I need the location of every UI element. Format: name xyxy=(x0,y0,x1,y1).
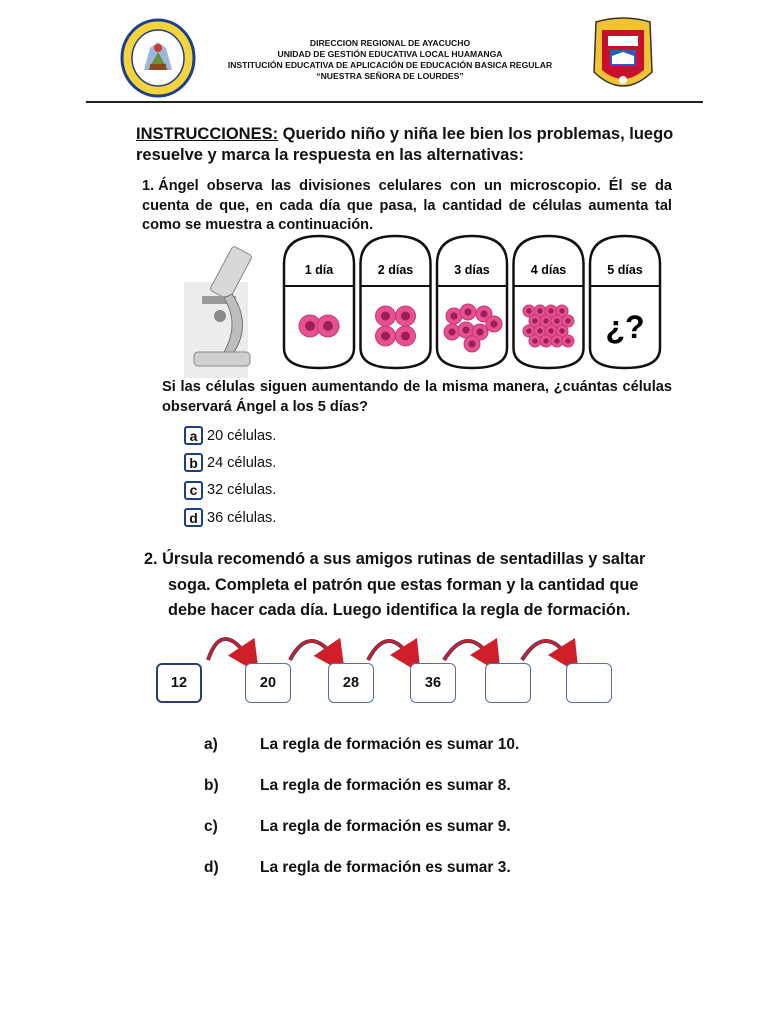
option-letter: b) xyxy=(204,777,219,794)
option-b[interactable] xyxy=(204,777,519,818)
header-line-4: “NUESTRA SEÑORA DE LOURDES” xyxy=(316,71,464,81)
cell-nucleus xyxy=(532,338,537,343)
day-container xyxy=(590,236,660,368)
cell-nucleus xyxy=(305,321,315,331)
question-1-options xyxy=(184,422,276,531)
cell-nucleus xyxy=(543,318,548,323)
option-letter: b xyxy=(184,453,203,472)
day-container xyxy=(437,236,507,368)
pattern-box: 36 xyxy=(410,663,456,703)
header-divider xyxy=(86,101,703,103)
cell-nucleus xyxy=(532,318,537,323)
option-text: La regla de formación es sumar 9. xyxy=(260,818,511,835)
header-line-1: DIRECCION REGIONAL DE AYACUCHO xyxy=(309,38,471,48)
option-letter: d) xyxy=(204,859,219,876)
option-d[interactable] xyxy=(184,504,276,531)
cell-nucleus xyxy=(381,312,390,321)
option-d[interactable] xyxy=(204,859,519,900)
instructions-label: INSTRUCCIONES: xyxy=(136,125,279,143)
option-text: 36 células. xyxy=(207,509,277,526)
pattern-box: 28 xyxy=(328,663,374,703)
header-line-3: INSTITUCIÓN EDUCATIVA DE APLICACIÓN DE EDUCACIÓN BASICA REGULAR xyxy=(227,60,553,70)
day-label: 2 días xyxy=(377,263,414,277)
cell-nucleus xyxy=(448,328,455,335)
cell-nucleus xyxy=(559,328,564,333)
option-text: 24 células. xyxy=(207,454,277,471)
question-2-line-3: debe hacer cada día. Luego identifica la regla de formación. xyxy=(168,601,631,619)
day-label: 4 días xyxy=(530,263,567,277)
regional-education-logo xyxy=(120,18,196,98)
instructions-text: Querido niño y niña lee bien los problemas, luego resuelve y marca la respuesta en las alternativas: xyxy=(136,125,674,164)
unknown-mark: ¿? xyxy=(605,309,645,345)
pattern-blank-box[interactable] xyxy=(485,663,531,703)
cell-nucleus xyxy=(476,328,483,335)
cell-nucleus xyxy=(548,328,553,333)
cell-nucleus xyxy=(450,312,457,319)
cell-nucleus xyxy=(537,328,542,333)
option-a[interactable] xyxy=(184,422,276,449)
cell-nucleus xyxy=(468,340,475,347)
school-crest-logo xyxy=(590,16,656,98)
cell-nucleus xyxy=(401,312,410,321)
day-container xyxy=(361,236,431,368)
microscope-illustration xyxy=(184,246,252,378)
option-b[interactable] xyxy=(184,449,276,476)
question-1-text: Ángel observa las divisiones celulares con un microscopio. Él se da cuenta de que, en cada día que pasa, la cantidad de células aumenta tal como se muestra a continuación. xyxy=(142,178,672,233)
question-1-number: 1. xyxy=(142,178,155,194)
option-text: La regla de formación es sumar 8. xyxy=(260,777,511,794)
day-label: 5 días xyxy=(607,263,643,277)
pattern-box: 12 xyxy=(156,663,202,703)
cell-nucleus xyxy=(526,328,531,333)
option-letter: a) xyxy=(204,736,218,753)
cell-nucleus xyxy=(480,310,487,317)
cell-nucleus xyxy=(559,308,564,313)
question-2-options xyxy=(204,736,519,900)
option-c[interactable] xyxy=(184,477,276,504)
school-header xyxy=(200,38,580,82)
cell-nucleus xyxy=(464,308,471,315)
cell-nucleus xyxy=(554,318,559,323)
option-letter: d xyxy=(184,508,203,527)
option-letter: c) xyxy=(204,818,218,835)
day-label: 3 días xyxy=(454,263,490,277)
header-line-2: UNIDAD DE GESTIÓN EDUCATIVA LOCAL HUAMANGA xyxy=(277,49,503,59)
option-letter: c xyxy=(184,481,203,500)
option-text: La regla de formación es sumar 10. xyxy=(260,736,520,753)
day-container xyxy=(284,236,354,368)
question-1-statement xyxy=(142,177,672,236)
cell-nucleus xyxy=(490,320,497,327)
cell-nucleus xyxy=(565,318,570,323)
question-1-prompt: Si las células siguen aumentando de la misma manera, ¿cuántas células observará Ángel a los 5 días? xyxy=(162,379,672,415)
cell-nucleus xyxy=(401,332,410,341)
cell-nucleus xyxy=(537,308,542,313)
question-2-line-1: 2. Úrsula recomendó a sus amigos rutinas de sentadillas y saltar xyxy=(144,550,646,568)
question-2-statement xyxy=(144,547,704,624)
day-label: 1 día xyxy=(304,263,334,277)
cell-division-figure xyxy=(180,234,668,384)
pattern-blank-box[interactable] xyxy=(566,663,612,703)
instructions xyxy=(136,124,696,166)
cell-nucleus xyxy=(526,308,531,313)
cell-nucleus xyxy=(381,332,390,341)
option-c[interactable] xyxy=(204,818,519,859)
cell-nucleus xyxy=(543,338,548,343)
cell-nucleus xyxy=(462,326,469,333)
option-text: 20 células. xyxy=(207,427,277,444)
question-2-line-2: soga. Completa el patrón que estas forman y la cantidad que xyxy=(168,575,639,594)
option-a[interactable] xyxy=(204,736,519,777)
option-letter: a xyxy=(184,426,203,445)
option-text: 32 células. xyxy=(207,482,277,499)
pattern-box: 20 xyxy=(245,663,291,703)
day-container xyxy=(514,236,584,368)
cell-nucleus xyxy=(554,338,559,343)
cell-nucleus xyxy=(565,338,570,343)
option-text: La regla de formación es sumar 3. xyxy=(260,859,511,876)
cell-nucleus xyxy=(323,321,333,331)
pattern-arrows xyxy=(150,620,620,710)
cell-nucleus xyxy=(548,308,553,313)
